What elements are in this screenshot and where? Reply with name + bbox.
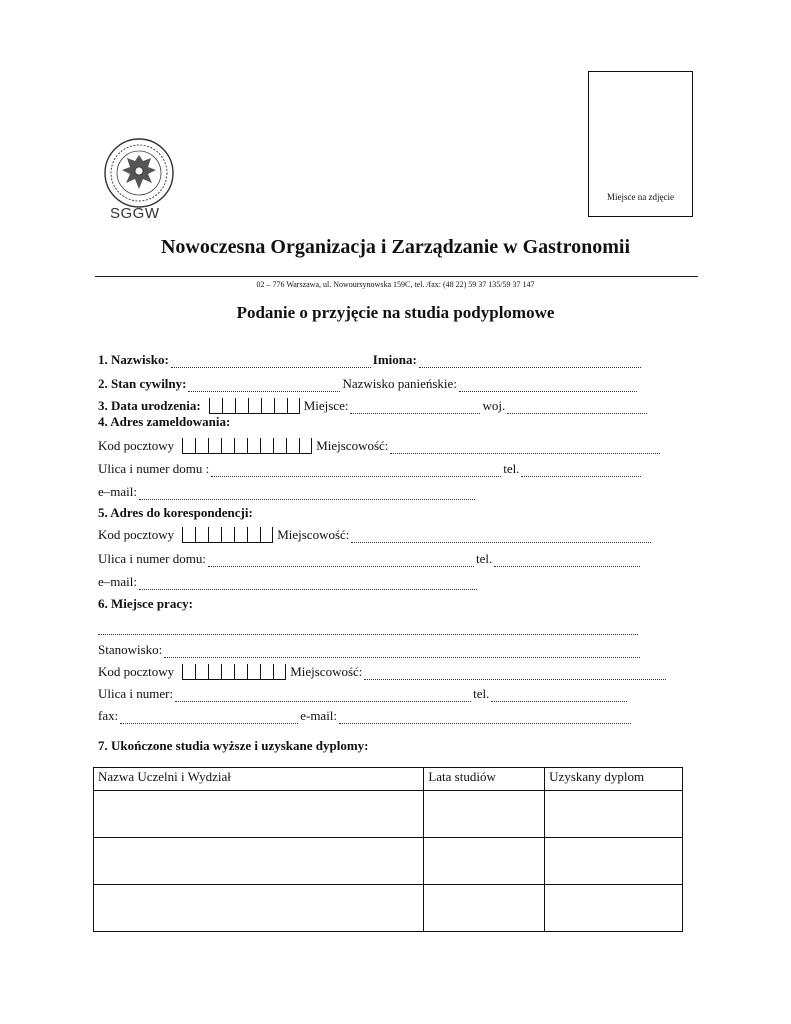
phone-label: tel. bbox=[503, 461, 520, 476]
first-names-label: Imiona: bbox=[372, 352, 417, 367]
row-registered-address-heading bbox=[98, 412, 230, 430]
email-label: e–mail: bbox=[98, 484, 137, 499]
header-diploma: Uzyskany dyplom bbox=[545, 768, 683, 791]
row-correspondence-street bbox=[98, 549, 642, 567]
work-street-label: Ulica i numer: bbox=[98, 686, 174, 701]
table-cell[interactable] bbox=[545, 838, 683, 885]
studies-label: 7. Ukończone studia wyższe i uzyskane dyplomy: bbox=[98, 738, 369, 753]
table-cell[interactable] bbox=[94, 791, 424, 838]
locality-label-2: Miejscowość: bbox=[277, 527, 350, 542]
registered-locality-field[interactable] bbox=[390, 440, 660, 454]
correspondence-postal-code-boxes[interactable] bbox=[182, 527, 273, 543]
work-locality-field[interactable] bbox=[364, 666, 666, 680]
registered-email-field[interactable] bbox=[139, 486, 475, 500]
postal-code-label: Kod pocztowy bbox=[98, 438, 175, 453]
phone-label-2: tel. bbox=[475, 551, 493, 566]
registered-postal-code-boxes[interactable] bbox=[182, 438, 312, 454]
work-email-field[interactable] bbox=[339, 710, 631, 724]
marital-status-label: 2. Stan cywilny: bbox=[98, 376, 187, 391]
work-postal-code-boxes[interactable] bbox=[182, 664, 286, 680]
table-cell[interactable] bbox=[424, 885, 545, 932]
birth-place-label: Miejsce: bbox=[303, 398, 349, 413]
row-registered-email bbox=[98, 482, 477, 500]
logo-text: SGGW bbox=[110, 205, 160, 222]
fax-label: fax: bbox=[98, 708, 119, 723]
locality-label-3: Miejscowość: bbox=[290, 664, 363, 679]
registered-street-field[interactable] bbox=[211, 463, 501, 477]
work-phone-field[interactable] bbox=[491, 688, 627, 702]
work-street-field[interactable] bbox=[175, 688, 471, 702]
table-cell[interactable] bbox=[545, 791, 683, 838]
correspondence-email-field[interactable] bbox=[139, 576, 477, 590]
email-label-3: e-mail: bbox=[300, 708, 338, 723]
row-work-street bbox=[98, 684, 629, 702]
voivodeship-field[interactable] bbox=[507, 400, 647, 414]
surname-field[interactable] bbox=[171, 354, 371, 368]
row-work-postal bbox=[98, 662, 668, 680]
correspondence-address-label: 5. Adres do korespondencji: bbox=[98, 505, 253, 520]
email-label-2: e–mail: bbox=[98, 574, 137, 589]
row-name bbox=[98, 350, 643, 368]
voivodeship-label: woj. bbox=[482, 398, 506, 413]
table-row bbox=[94, 791, 683, 838]
postal-code-label-2: Kod pocztowy bbox=[98, 527, 175, 542]
table-cell[interactable] bbox=[424, 791, 545, 838]
table-cell[interactable] bbox=[424, 838, 545, 885]
row-correspondence-email bbox=[98, 572, 479, 590]
institution-address: 02 – 776 Warszawa, ul. Nowoursynowska 159C, tel. /fax: (48 22) 59 37 135/59 37 147 bbox=[256, 280, 535, 289]
position-label: Stanowisko: bbox=[98, 642, 163, 657]
header-years: Lata studiów bbox=[424, 768, 545, 791]
locality-label: Miejscowość: bbox=[316, 438, 389, 453]
header-university: Nazwa Uczelni i Wydział bbox=[94, 768, 424, 791]
table-cell[interactable] bbox=[545, 885, 683, 932]
work-fax-field[interactable] bbox=[120, 710, 298, 724]
correspondence-street-field[interactable] bbox=[208, 553, 474, 567]
studies-table bbox=[93, 767, 683, 932]
phone-label-3: tel. bbox=[473, 686, 490, 701]
photo-placeholder bbox=[588, 71, 693, 217]
row-registered-street bbox=[98, 459, 643, 477]
photo-label: Miejsce na zdjęcie bbox=[607, 192, 674, 202]
header-divider bbox=[95, 276, 698, 277]
table-row bbox=[94, 885, 683, 932]
table-cell[interactable] bbox=[94, 838, 424, 885]
street-label-2: Ulica i numer domu: bbox=[98, 551, 206, 566]
row-correspondence-heading bbox=[98, 503, 253, 521]
workplace-field[interactable] bbox=[98, 621, 638, 635]
street-label: Ulica i numer domu : bbox=[98, 461, 210, 476]
table-row bbox=[94, 838, 683, 885]
birth-place-field[interactable] bbox=[350, 400, 480, 414]
postal-code-label-3: Kod pocztowy bbox=[98, 664, 175, 679]
workplace-label: 6. Miejsce pracy: bbox=[98, 596, 193, 611]
row-correspondence-postal bbox=[98, 525, 653, 543]
form-subtitle: Podanie o przyjęcie na studia podyplomowe bbox=[236, 303, 555, 322]
row-work-fax-email bbox=[98, 706, 633, 724]
table-header-row bbox=[94, 768, 683, 791]
first-names-field[interactable] bbox=[419, 354, 641, 368]
row-registered-postal bbox=[98, 436, 662, 454]
table-cell[interactable] bbox=[94, 885, 424, 932]
birth-date-label: 3. Data urodzenia: bbox=[98, 398, 201, 413]
maiden-name-label: Nazwisko panieńskie: bbox=[342, 376, 457, 391]
row-position bbox=[98, 640, 642, 658]
row-workplace-heading bbox=[98, 594, 193, 612]
maiden-name-field[interactable] bbox=[459, 378, 637, 392]
correspondence-phone-field[interactable] bbox=[494, 553, 640, 567]
correspondence-locality-field[interactable] bbox=[351, 529, 651, 543]
registered-phone-field[interactable] bbox=[521, 463, 641, 477]
sggw-logo bbox=[96, 137, 182, 223]
row-workplace-name bbox=[98, 617, 640, 635]
marital-status-field[interactable] bbox=[188, 378, 340, 392]
row-studies-heading bbox=[98, 736, 369, 754]
position-field[interactable] bbox=[164, 644, 640, 658]
registered-address-label: 4. Adres zameldowania: bbox=[98, 414, 231, 429]
row-marital-status bbox=[98, 374, 639, 392]
surname-label: 1. Nazwisko: bbox=[98, 352, 169, 367]
document-title: Nowoczesna Organizacja i Zarządzanie w Gastronomii bbox=[160, 236, 630, 258]
